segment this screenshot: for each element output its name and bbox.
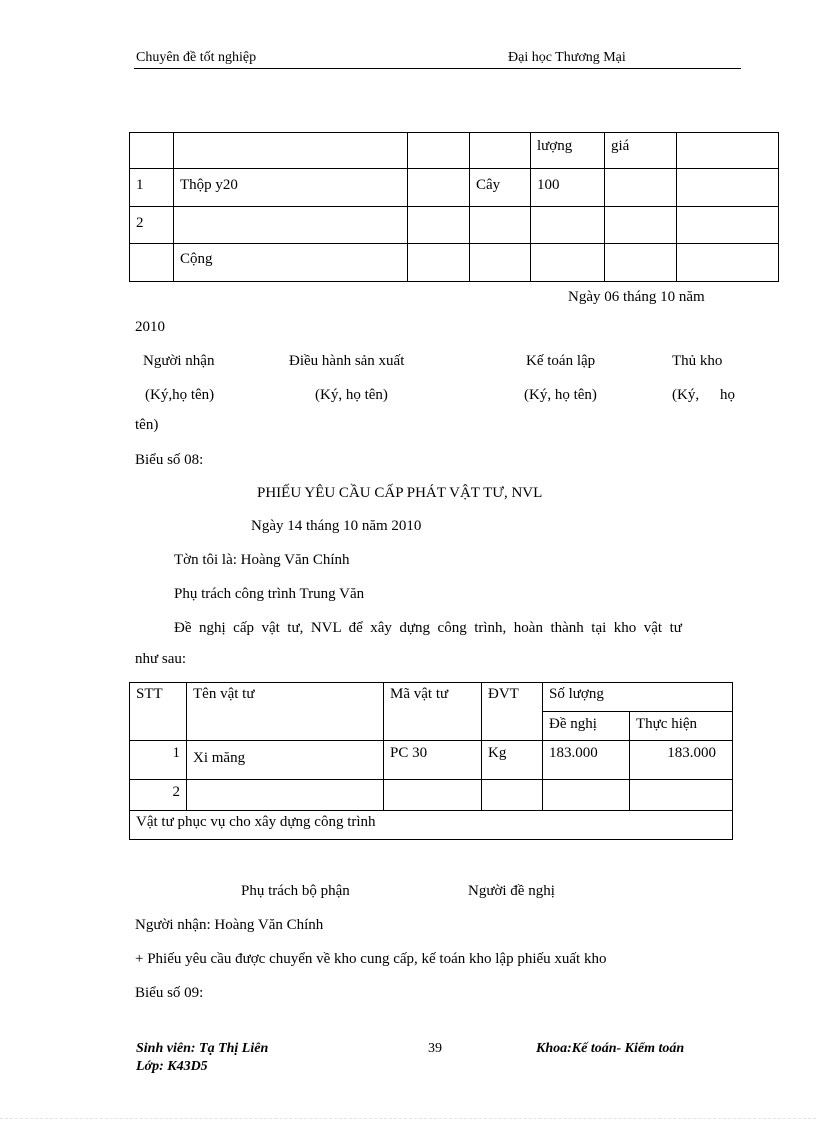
table-cell — [408, 207, 470, 244]
table-cell — [470, 244, 531, 282]
signature-note: họ — [720, 387, 735, 403]
table-cell — [408, 133, 470, 169]
table-cell — [531, 244, 605, 282]
table-cell: lượng — [531, 133, 605, 169]
header-stt: STT — [130, 683, 187, 741]
table-cell — [130, 133, 174, 169]
signature-note: (Ký,họ tên) — [145, 387, 215, 403]
request-line: Đề nghị cấp vật tư, NVL để xây dựng công trình, hoàn thành tại kho vật tư — [174, 620, 682, 636]
table-cell — [677, 133, 779, 169]
table-row — [130, 133, 779, 169]
date-year: 2010 — [135, 319, 165, 335]
sign-requester: Người đề nghị — [468, 883, 555, 899]
row-stt: 1 — [130, 741, 187, 780]
signature-note: (Ký, — [672, 387, 700, 403]
signature-note: (Ký, họ tên) — [315, 387, 388, 403]
table-row — [130, 169, 779, 207]
table-cell — [408, 169, 470, 207]
header-qty: Số lượng — [543, 683, 733, 712]
table-cell — [470, 207, 531, 244]
row-unit — [482, 780, 543, 811]
footer-faculty: Khoa:Kế toán- Kiểm toán — [536, 1041, 685, 1056]
table-cell — [408, 244, 470, 282]
form-date: Ngày 14 tháng 10 năm 2010 — [251, 518, 422, 534]
table-cell: 2 — [130, 207, 174, 244]
row-stt: 2 — [130, 780, 187, 811]
requester-line: Tờn tôi là: Hoàng Văn Chính — [174, 552, 350, 568]
table-cell — [470, 133, 531, 169]
bieu-so-09: Biểu số 09: — [135, 985, 204, 1001]
header-right: Đại học Thương Mại — [508, 50, 626, 65]
table-cell — [130, 244, 174, 282]
header-name: Tên vật tư — [187, 683, 384, 741]
header-code: Mã vật tư — [384, 683, 482, 741]
footer-student: Sinh viên: Tạ Thị Liên — [136, 1041, 269, 1056]
row-qty-requested: 183.000 — [543, 741, 630, 780]
row-qty-done — [630, 780, 733, 811]
footer-class: Lớp: K43D5 — [136, 1059, 208, 1074]
row-qty-done: 183.000 — [630, 741, 733, 780]
table-cell — [605, 244, 677, 282]
signature-title: Thủ kho — [672, 353, 723, 369]
bieu-so-08: Biểu số 08: — [135, 452, 204, 468]
table-cell: 1 — [130, 169, 174, 207]
request-line-cont: như sau: — [135, 651, 187, 667]
header-rule — [134, 68, 741, 69]
form-title: PHIẾU YÊU CẦU CẤP PHÁT VẬT TƯ, NVL — [257, 485, 543, 501]
project-line: Phụ trách công trình Trung Văn — [174, 586, 365, 602]
table-row — [130, 244, 779, 282]
signature-title: Kế toán lập — [526, 353, 596, 369]
table-cell: Cây — [470, 169, 531, 207]
table-cell: Thộp y20 — [174, 169, 408, 207]
table-row — [130, 780, 733, 811]
row-name — [187, 780, 384, 811]
header-unit: ĐVT — [482, 683, 543, 741]
row-qty-requested — [543, 780, 630, 811]
row-name: Xi măng — [187, 741, 384, 780]
table-header-row — [130, 683, 733, 712]
header-qty-done: Thực hiện — [630, 712, 733, 741]
table-cell: 100 — [531, 169, 605, 207]
signature-title: Người nhận — [143, 353, 215, 369]
table-cell — [174, 133, 408, 169]
note-line: + Phiếu yêu cầu được chuyển về kho cung cấp, kế toán kho lập phiếu xuất kho — [135, 951, 607, 967]
table-cell — [605, 169, 677, 207]
header-qty-requested: Đề nghị — [543, 712, 630, 741]
table-cell — [174, 207, 408, 244]
table-row — [130, 207, 779, 244]
sign-dept-head: Phụ trách bộ phận — [241, 883, 350, 899]
table-cell — [677, 244, 779, 282]
table-cell: giá — [605, 133, 677, 169]
table-cell: Cộng — [174, 244, 408, 282]
row-code — [384, 780, 482, 811]
page-bottom-edge — [0, 1118, 816, 1119]
row-code: PC 30 — [384, 741, 482, 780]
signature-title: Điều hành sản xuất — [289, 353, 405, 369]
material-request-table — [129, 682, 733, 840]
table-cell — [677, 207, 779, 244]
signature-note-wrap: tên) — [135, 417, 159, 433]
header-left: Chuyên đề tốt nghiệp — [136, 50, 257, 65]
page-number: 39 — [428, 1041, 442, 1056]
table-row — [130, 741, 733, 780]
table-cell — [605, 207, 677, 244]
receiver-line: Người nhận: Hoàng Văn Chính — [135, 917, 324, 933]
table-cell — [677, 169, 779, 207]
table-footer-row — [130, 811, 733, 840]
row-unit: Kg — [482, 741, 543, 780]
materials-table-1 — [129, 132, 779, 282]
table-cell — [531, 207, 605, 244]
table-footer: Vật tư phục vụ cho xây dựng công trình — [130, 811, 733, 840]
date-line: Ngày 06 tháng 10 năm — [568, 289, 705, 305]
signature-note: (Ký, họ tên) — [524, 387, 597, 403]
